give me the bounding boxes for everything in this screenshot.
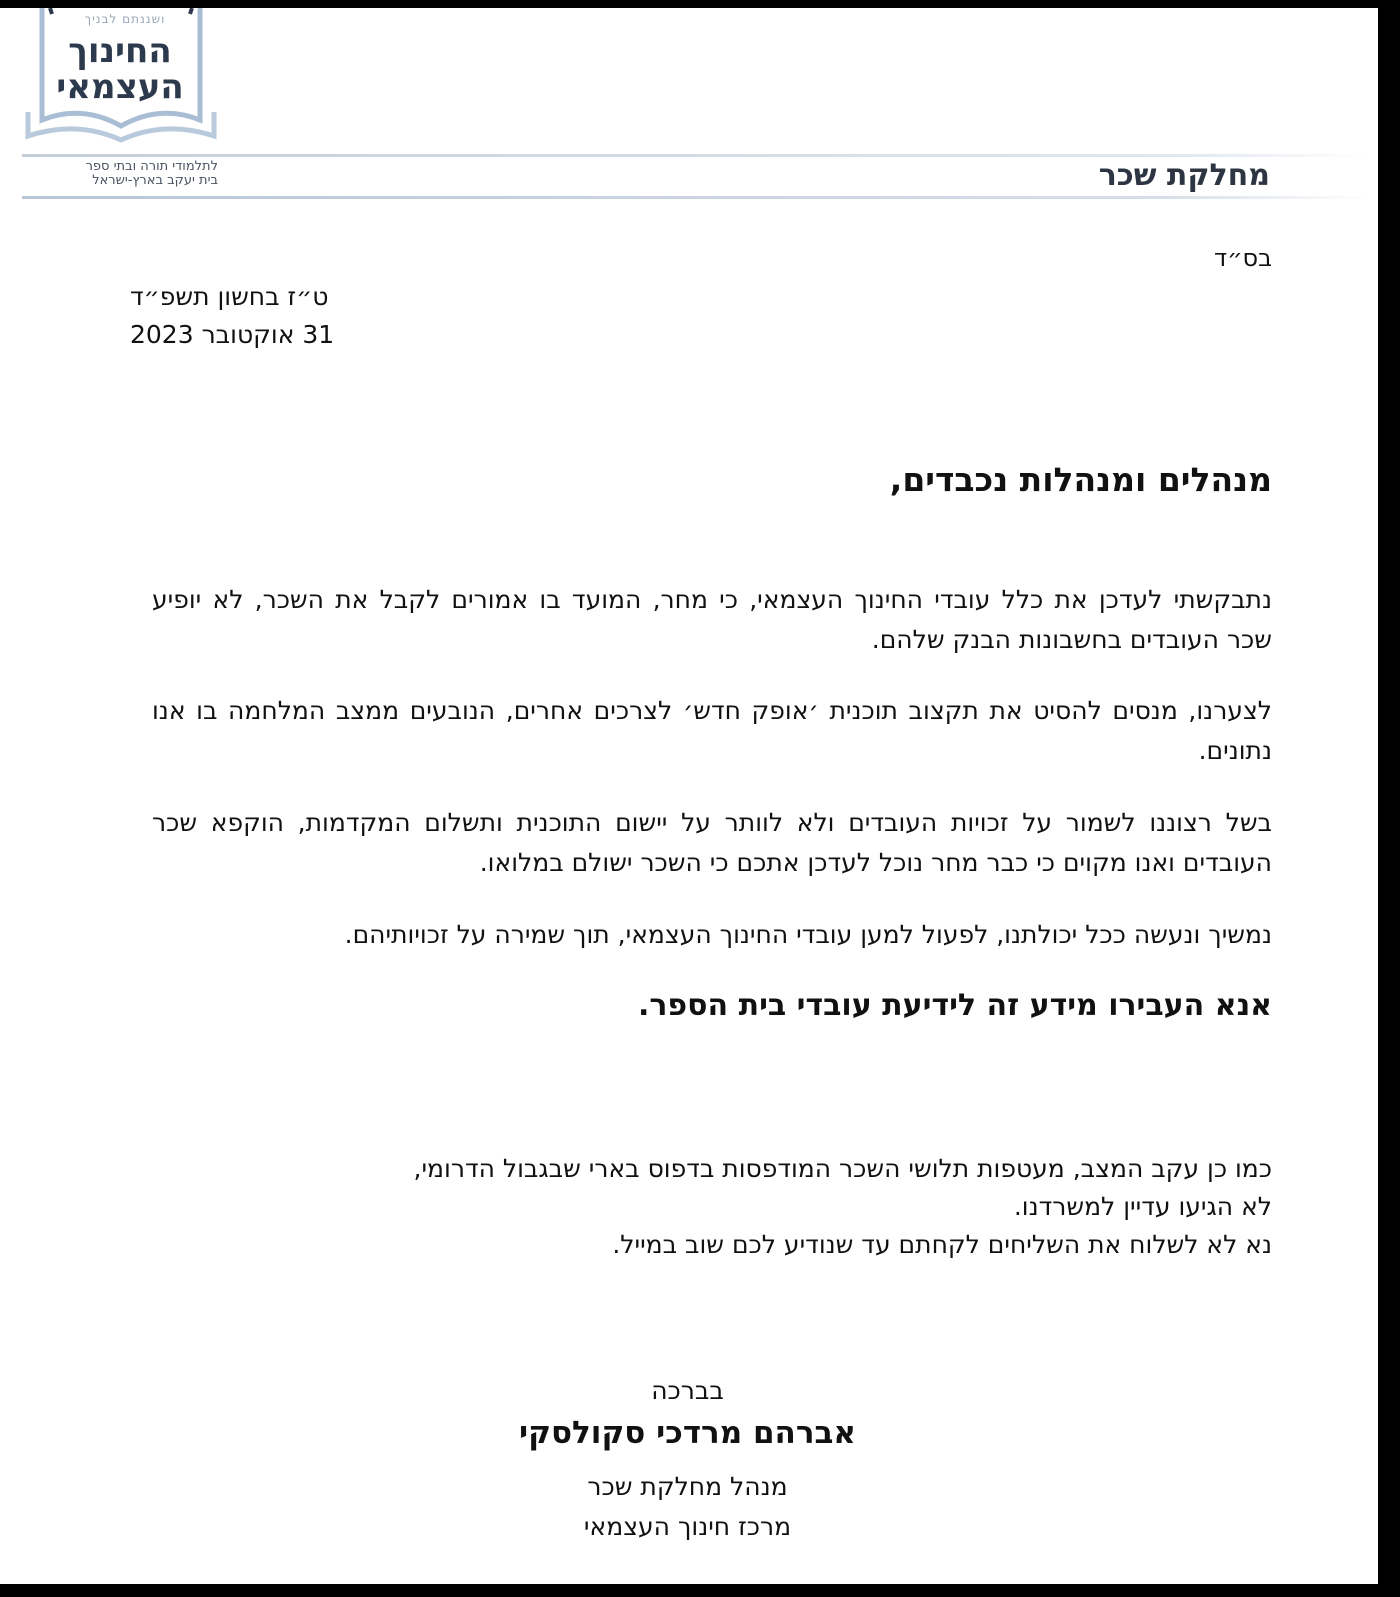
body-paragraph: לצערנו, מנסים להסיט את תקצוב תוכנית ׳אופק חדש׳ לצרכים אחרים, הנובעים ממצב המלחמה בו אנו נתונים. [152, 696, 1272, 765]
note-line: לא הגיעו עדיין למשרדנו. [1013, 1192, 1272, 1221]
date-hebrew: ט״ז בחשון תשפ״ד [130, 282, 329, 311]
date-gregorian: 31 אוקטובר 2023 [130, 320, 335, 349]
bsd-marking: בס״ד [1213, 244, 1272, 272]
logo-text-line2: העצמאי [56, 67, 184, 107]
logo-motto: ושננתם לבניך [84, 12, 166, 26]
signer-title: מנהל מחלקת שכר [587, 1472, 788, 1501]
note-line: כמו כן עקב המצב, מעטפות תלושי השכר המודפסות בדפוס בארי שבגבול הדרומי, [413, 1154, 1272, 1183]
header-divider-bottom [22, 196, 1370, 199]
department-title: מחלקת שכר [1098, 158, 1270, 193]
org-subtitle-line2: בית יעקב בארץ-ישראל [92, 173, 218, 188]
greeting: מנהלים ומנהלות נכבדים, [889, 460, 1272, 499]
note-line: נא לא לשלוח את השליחים לקחתם עד שנודיע לכם שוב במייל. [612, 1230, 1272, 1259]
image-border [1378, 0, 1400, 1597]
signer-name: אברהם מרדכי סקולסקי [519, 1415, 856, 1451]
body-paragraph: נתבקשתי לעדכן את כלל עובדי החינוך העצמאי, כי מחר, המועד בו אמורים לקבל את השכר, לא יופיע שכר העובדים בחשבונות הבנק שלהם. [152, 585, 1272, 654]
emphasis-paragraph: אנא העבירו מידע זה לידיעת עובדי בית הספר. [637, 988, 1272, 1023]
signer-organization: מרכז חינוך העצמאי [583, 1512, 792, 1541]
header-divider-top [22, 154, 1370, 157]
body-paragraph: בשל רצוננו לשמור על זכויות העובדים ולא לוותר על יישום התוכנית ותשלום המקדמות, הוקפא שכר העובדים ואנו מקוים כי כבר מחר נוכל לעדכן אתכם כי השכר ישולם במלואו. [152, 808, 1272, 877]
closing: בברכה [651, 1376, 724, 1405]
org-subtitle-line1: לתלמודי תורה ובתי ספר [85, 159, 218, 174]
logo-text-line1: החינוך [68, 31, 172, 71]
body-paragraph: נמשיך ונעשה ככל יכולתנו, לפעול למען עובדי החינוך העצמאי, תוך שמירה על זכויותיהם. [344, 920, 1272, 949]
letter-page [0, 8, 1400, 1584]
